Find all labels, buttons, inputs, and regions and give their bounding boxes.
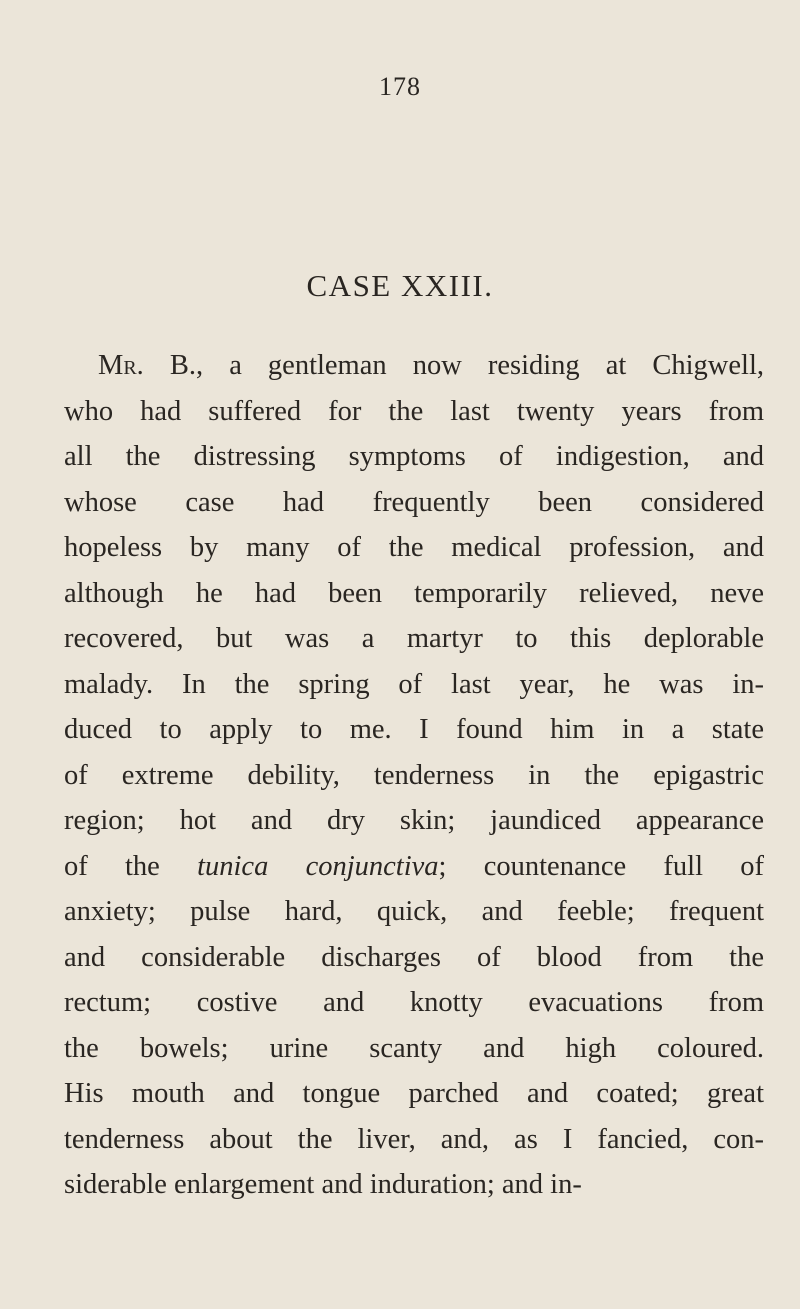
text-line: of extreme debility, tenderness in the epigastric xyxy=(64,759,764,791)
text-segment: ; countenance full of xyxy=(438,850,764,882)
text-line: His mouth and tongue parched and coated; great xyxy=(64,1078,764,1109)
text-line: the bowels; urine scanty and high coloured. xyxy=(64,1032,764,1064)
text-line xyxy=(64,844,764,890)
text-line: and considerable discharges of blood from the xyxy=(64,941,764,973)
text-line: although he had been temporarily relieved, neve xyxy=(64,577,764,609)
text-line: recovered, but was a martyr to this deplorable xyxy=(64,623,764,654)
text-line xyxy=(64,343,764,389)
body-paragraph xyxy=(64,343,764,1208)
text-line: region; hot and dry skin; jaundiced appearance xyxy=(64,805,764,836)
patient-name: Mr. B. xyxy=(98,350,197,381)
text-line: all the distressing symptoms of indigestion, and xyxy=(64,441,764,472)
text-line: tenderness about the liver, and, as I fancied, con- xyxy=(64,1123,764,1155)
text-line: who had suffered for the last twenty years from xyxy=(64,395,764,427)
text-segment: of the xyxy=(64,850,198,882)
page-number: 178 xyxy=(379,72,421,101)
text-line: anxiety; pulse hard, quick, and feeble; frequent xyxy=(64,896,764,927)
text-line: duced to apply to me. I found him in a state xyxy=(64,714,764,745)
case-title: CASE XXIII. xyxy=(306,268,494,303)
text-segment: , a gentleman now residing at Chigwell, xyxy=(196,350,764,381)
text-line: siderable enlargement and induration; and in- xyxy=(64,1169,582,1200)
text-line: whose case had frequently been considered xyxy=(64,486,764,518)
text-line: hopeless by many of the medical profession, and xyxy=(64,532,764,563)
text-line: malady. In the spring of last year, he was in- xyxy=(64,668,764,700)
text-line: rectum; costive and knotty evacuations from xyxy=(64,987,764,1018)
italic-term: tunica conjunctiva xyxy=(197,850,439,882)
